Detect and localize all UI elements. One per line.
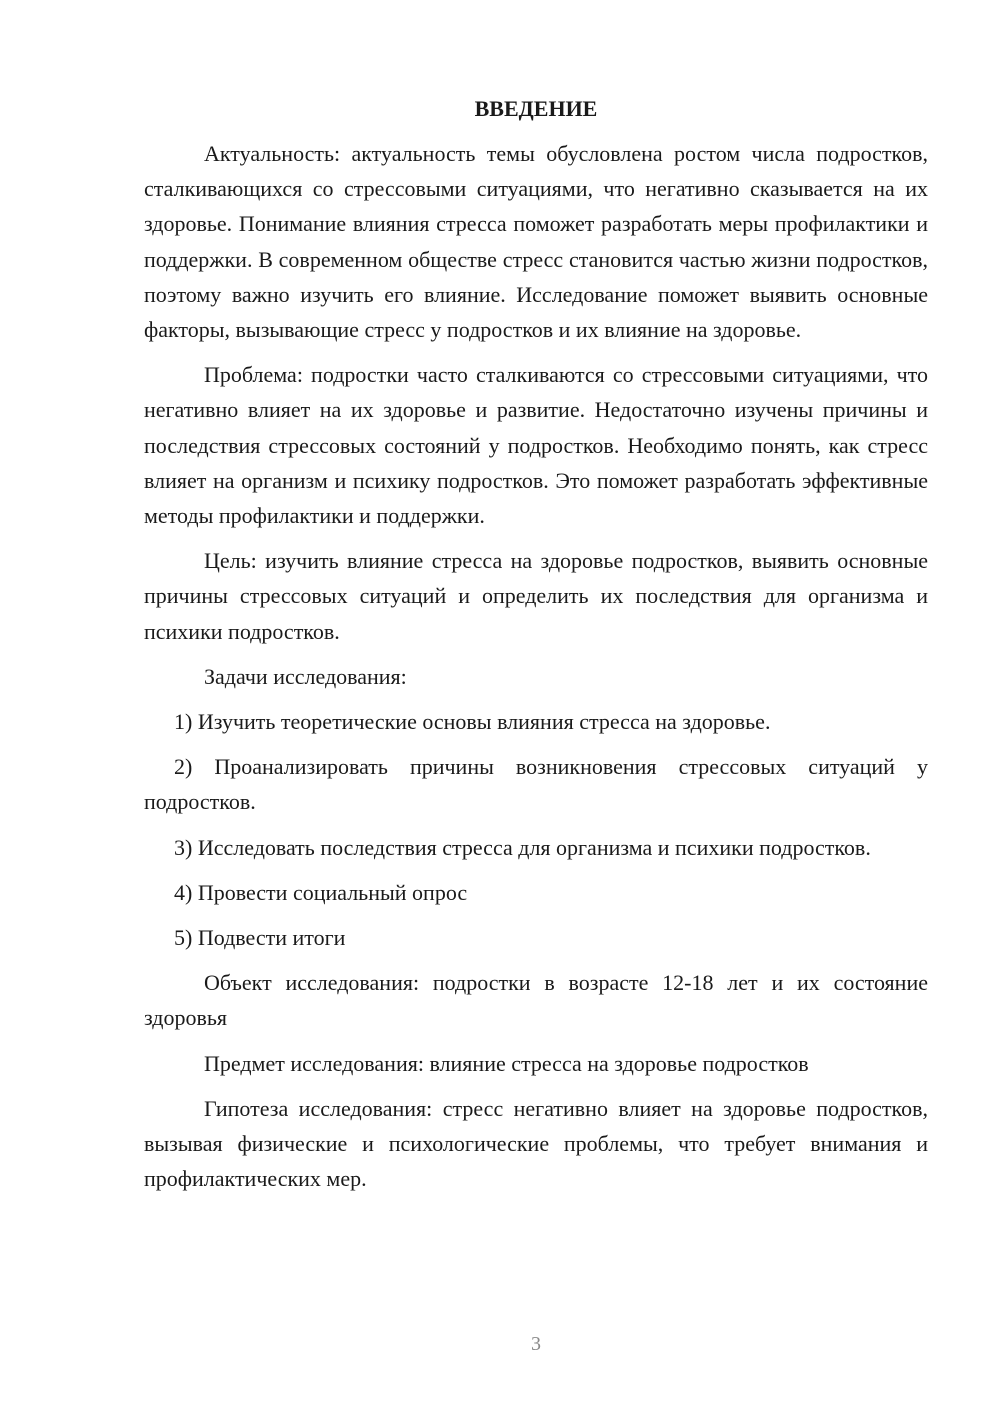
paragraph-relevance: Актуальность: актуальность темы обусловлена ростом числа подростков, сталкивающихся со стрессовыми ситуациями, что негативно сказывается на их здоровье. Понимание влияния стресса поможет разработать меры профилактики и поддержки. В современном обществе стресс становится частью жизни подростков, поэтому важно изучить его влияние. Исследование поможет выявить основные факторы, вызывающие стресс у подростков и их влияние на здоровье. xyxy=(144,141,928,343)
paragraph-subject: Предмет исследования: влияние стресса на здоровье подростков xyxy=(204,1050,809,1076)
task-item-4: 4) Провести социальный опрос xyxy=(174,879,468,905)
task-item-5: 5) Подвести итоги xyxy=(174,925,346,951)
paragraph-object: Объект исследования: подростки в возрасте 12-18 лет и их состояние здоровья xyxy=(144,970,928,1031)
task-item-2: 2) Проанализировать причины возникновения стрессовых ситуаций у подростков. xyxy=(144,754,928,815)
document-title: ВВЕДЕНИЕ xyxy=(474,96,598,121)
paragraph-hypothesis: Гипотеза исследования: стресс негативно влияет на здоровье подростков, вызывая физические и психологические проблемы, что требует внимания и профилактических мер. xyxy=(144,1095,928,1192)
task-item-3: 3) Исследовать последствия стресса для организма и психики подростков. xyxy=(174,834,871,860)
task-item-1: 1) Изучить теоретические основы влияния стресса на здоровье. xyxy=(174,709,771,735)
paragraph-problem: Проблема: подростки часто сталкиваются со стрессовыми ситуациями, что негативно влияет на их здоровье и развитие. Недостаточно изучены причины и последствия стрессовых состояний у подростков. Необходимо понять, как стресс влияет на организм и психику подростков. Это поможет разработать эффективные методы профилактики и поддержки. xyxy=(144,362,928,529)
document-page xyxy=(144,92,928,1206)
tasks-heading: Задачи исследования: xyxy=(204,663,407,689)
paragraph-goal: Цель: изучить влияние стресса на здоровье подростков, выявить основные причины стрессовых ситуаций и определить их последствия для организма и психики подростков. xyxy=(144,548,928,644)
page-number: 3 xyxy=(531,1333,541,1355)
tasks-list xyxy=(144,704,928,955)
